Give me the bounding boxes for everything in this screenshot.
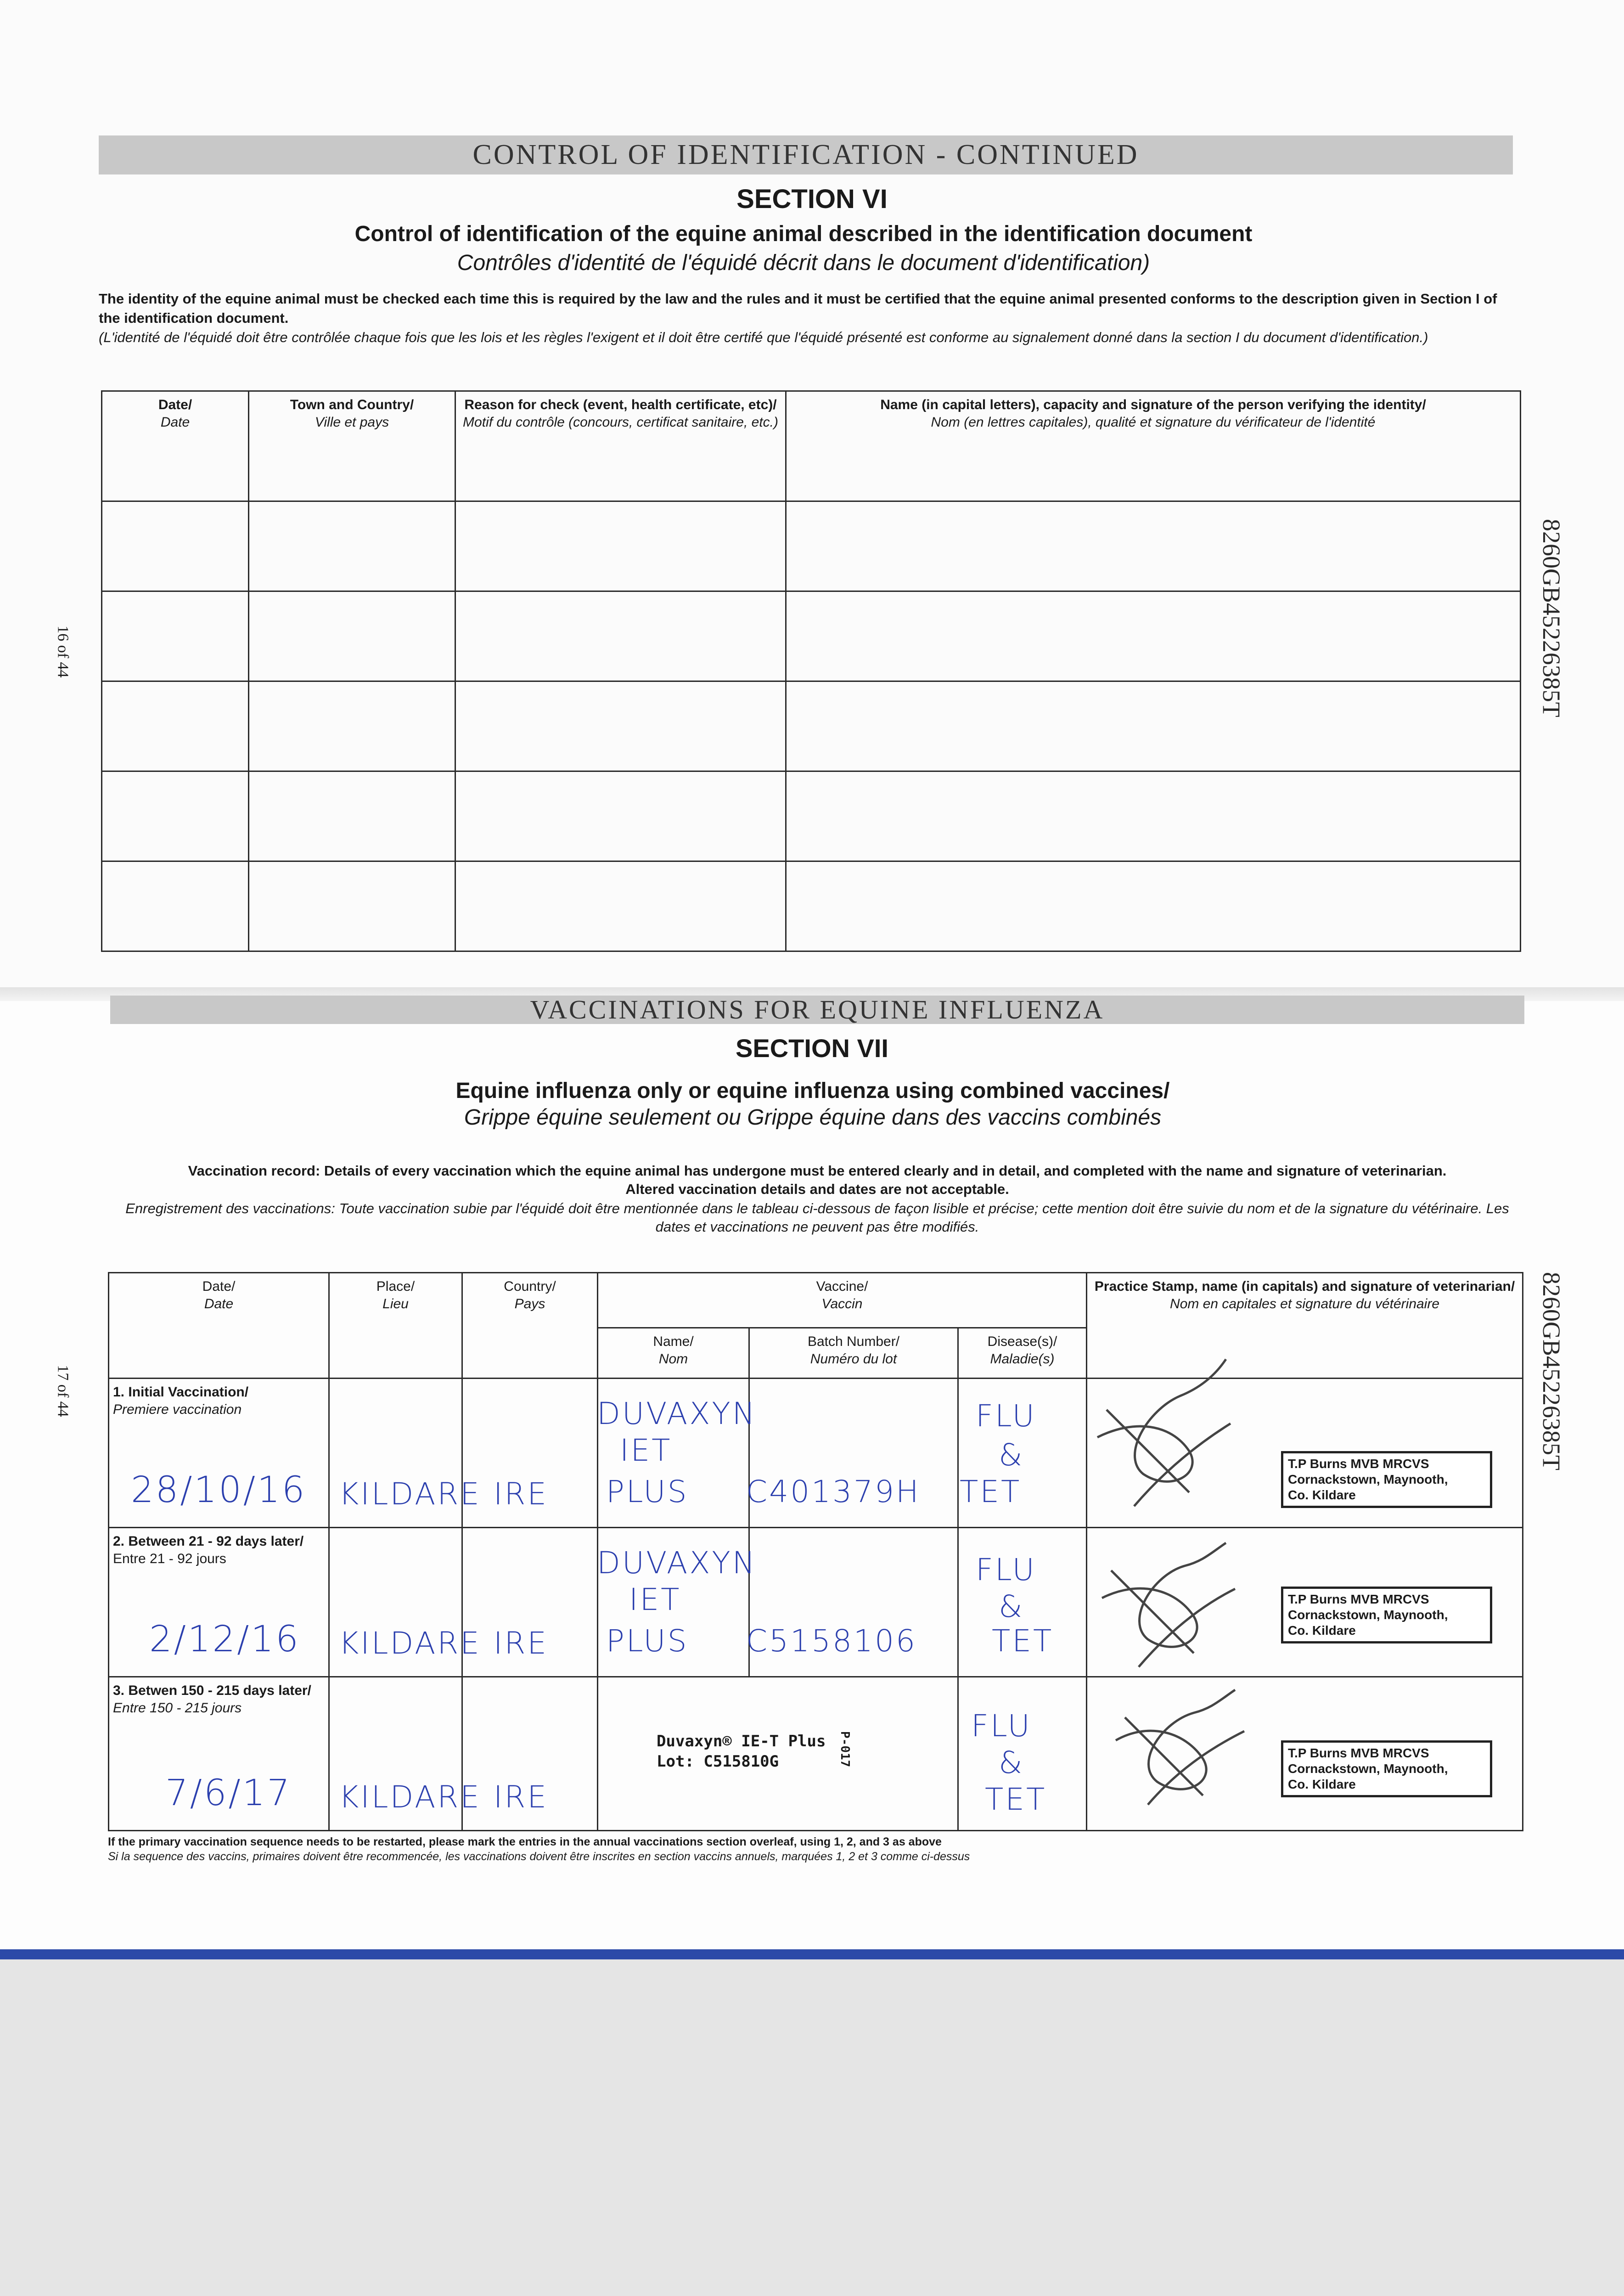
empty-cell[interactable]: [249, 771, 455, 861]
section-vii-heading: SECTION VII: [736, 1034, 888, 1063]
handwritten-vaccine-name: IET: [620, 1433, 672, 1468]
vaccination-header-row: [109, 1273, 1523, 1328]
table-row: [102, 591, 1521, 681]
table-row: [102, 771, 1521, 861]
handwritten-country: IRE: [494, 1476, 549, 1512]
handwritten-batch: C401379H: [746, 1474, 921, 1509]
empty-cell[interactable]: [249, 501, 455, 591]
section-vi-intro-fr: (L'identité de l'équidé doit être contrôlée chaque fois que les lois et les règles l'exigent et il doit être certifé que l'équidé présenté est conforme au signalement donné dans la section I du document d'identification.): [99, 329, 1428, 345]
vet-signature-3: [1102, 1676, 1258, 1814]
col-disease: Disease(s)/ Maladie(s): [958, 1328, 1087, 1379]
handwritten-vaccine-name: DUVAXYN: [597, 1396, 757, 1431]
col-practice-stamp: Practice Stamp, name (in capitals) and signature of veterinarian/ Nom en capitales et signature du vétérinaire: [1087, 1273, 1523, 1379]
handwritten-batch: C5158106: [746, 1623, 917, 1659]
handwritten-vaccine-name: IET: [629, 1582, 681, 1617]
empty-cell[interactable]: [786, 681, 1521, 771]
empty-cell[interactable]: [102, 591, 249, 681]
col-date: Date/ Date: [102, 391, 249, 501]
document-id-top: 8260GB45226385T: [1538, 519, 1565, 717]
empty-cell[interactable]: [786, 591, 1521, 681]
empty-cell[interactable]: [455, 861, 786, 951]
handwritten-disease: &: [999, 1437, 1024, 1473]
handwritten-vaccine-name: PLUS: [606, 1474, 689, 1509]
section-vii-title-fr: Grippe équine seulement ou Grippe équine dans des vaccins combinés: [464, 1105, 1162, 1130]
handwritten-date: 2/12/16: [149, 1619, 300, 1660]
col-reason: Reason for check (event, health certificate, etc)/ Motif du contrôle (concours, certificat sanitaire, etc.): [455, 391, 786, 501]
empty-cell[interactable]: [786, 501, 1521, 591]
section-vii-intro-en-2: Altered vaccination details and dates are not acceptable.: [625, 1181, 1009, 1197]
empty-cell[interactable]: [786, 861, 1521, 951]
booklet-cover-edge: [0, 1949, 1624, 1959]
row-label-second: 2. Between 21 - 92 days later/ Entre 21 - 92 jours: [109, 1528, 329, 1677]
col-verifier: Name (in capital letters), capacity and signature of the person verifying the identity/ Nom (en lettres capitales), qualité et signature du vérificateur de l'identité: [786, 391, 1521, 501]
identity-check-header-row: [102, 391, 1521, 501]
section-vi-title-en: Control of identification of the equine animal described in the identification document: [354, 222, 1253, 246]
vet-signature-1: [1079, 1355, 1253, 1520]
handwritten-country: IRE: [494, 1779, 549, 1815]
empty-cell[interactable]: [102, 771, 249, 861]
empty-cell[interactable]: [249, 681, 455, 771]
col-town-country: Town and Country/ Ville et pays: [249, 391, 455, 501]
col-country: Country/ Pays: [462, 1273, 598, 1379]
handwritten-disease: TET: [960, 1474, 1022, 1509]
empty-cell[interactable]: [249, 861, 455, 951]
handwritten-disease: &: [999, 1589, 1024, 1624]
table-row: [102, 501, 1521, 591]
row-label-initial: 1. Initial Vaccination/ Premiere vaccination: [109, 1379, 329, 1528]
col-place: Place/ Lieu: [329, 1273, 462, 1379]
col-vaccine-name: Name/ Nom: [598, 1328, 749, 1379]
practice-stamp-3: T.P Burns MVB MRCVS Cornackstown, Maynooth, Co. Kildare: [1281, 1740, 1492, 1797]
empty-cell[interactable]: [455, 591, 786, 681]
section-vii-title-en: Equine influenza only or equine influenza using combined vaccines/: [455, 1079, 1170, 1103]
handwritten-vaccine-name: PLUS: [606, 1623, 689, 1659]
vaccine-sticker-label: [657, 1731, 826, 1772]
page-number-17: 17 of 44: [54, 1365, 72, 1417]
empty-cell[interactable]: [249, 591, 455, 681]
page-number-16: 16 of 44: [54, 625, 72, 678]
handwritten-disease: FLU: [971, 1708, 1032, 1744]
practice-stamp-2: T.P Burns MVB MRCVS Cornackstown, Maynooth, Co. Kildare: [1281, 1587, 1492, 1643]
handwritten-disease: TET: [985, 1782, 1047, 1817]
footnote-en: If the primary vaccination sequence needs to be restarted, please mark the entries in the annual vaccinations section overleaf, using 1, 2, and 3 as above: [108, 1835, 942, 1848]
empty-cell[interactable]: [102, 681, 249, 771]
handwritten-date: 28/10/16: [131, 1469, 307, 1511]
handwritten-disease: TET: [992, 1623, 1054, 1659]
section-vi-banner: CONTROL OF IDENTIFICATION - CONTINUED: [99, 135, 1513, 174]
identity-check-table: [101, 390, 1521, 952]
vet-signature-2: [1088, 1529, 1253, 1676]
footnote-fr: Si la sequence des vaccins, primaires doivent être recommencée, les vaccinations doivent être inscrites en section vaccins annuels, marquées 1, 2 et 3 comme ci-dessus: [108, 1850, 970, 1863]
empty-cell[interactable]: [786, 771, 1521, 861]
empty-cell[interactable]: [455, 771, 786, 861]
section-vi-intro-en: The identity of the equine animal must be checked each time this is required by the law and the rules and it must be certified that the equine animal presented conforms to the description given in Section I of the identification document.: [99, 291, 1497, 326]
empty-cell[interactable]: [102, 861, 249, 951]
handwritten-disease: &: [999, 1745, 1024, 1780]
vaccine-sticker-code: P-017: [838, 1731, 852, 1767]
section-vi-heading: SECTION VI: [736, 184, 888, 214]
section-vii-intro-en: Vaccination record: Details of every vaccination which the equine animal has undergone must be entered clearly and in detail, and completed with the name and signature of veterinarian.: [188, 1163, 1447, 1179]
handwritten-disease: FLU: [976, 1552, 1036, 1587]
vaccine-sticker-lot: Lot: C515810G: [657, 1752, 779, 1771]
section-vii-banner: VACCINATIONS FOR EQUINE INFLUENZA: [110, 996, 1524, 1024]
empty-cell[interactable]: [455, 681, 786, 771]
empty-cell[interactable]: [102, 501, 249, 591]
col-batch-number: Batch Number/ Numéro du lot: [749, 1328, 958, 1379]
handwritten-disease: FLU: [976, 1398, 1036, 1434]
scanner-background: [0, 1959, 1624, 2296]
row-label-third: 3. Betwen 150 - 215 days later/ Entre 150 - 215 jours: [109, 1677, 329, 1831]
vaccine-sticker-product: Duvaxyn® IE-T Plus: [657, 1732, 826, 1750]
section-vi-title-fr: Contrôles d'identité de l'équidé décrit dans le document d'identification): [457, 251, 1150, 275]
practice-stamp-1: T.P Burns MVB MRCVS Cornackstown, Maynooth, Co. Kildare: [1281, 1451, 1492, 1508]
handwritten-date: 7/6/17: [165, 1773, 292, 1814]
table-row: [102, 681, 1521, 771]
empty-cell[interactable]: [455, 501, 786, 591]
table-row: [102, 861, 1521, 951]
handwritten-place: KILDARE: [339, 1476, 481, 1512]
document-id-bottom: 8260GB45226385T: [1538, 1272, 1565, 1470]
col-vaccine: Vaccine/ Vaccin: [598, 1273, 1087, 1328]
handwritten-vaccine-name: DUVAXYN: [597, 1545, 757, 1581]
col-vacc-date: Date/ Date: [109, 1273, 329, 1379]
handwritten-place: KILDARE: [339, 1626, 481, 1661]
handwritten-place: KILDARE: [339, 1779, 481, 1815]
handwritten-country: IRE: [494, 1626, 549, 1661]
section-vii-intro-fr: Enregistrement des vaccinations: Toute vaccination subie par l'équidé doit être mentionnée dans le tableau ci-dessous de façon lisible et précise; cette mention doit être suivie du nom et de la signature du vétérinaire. Les dates et vaccinations ne peuvent pas être modifiés.: [125, 1200, 1509, 1235]
